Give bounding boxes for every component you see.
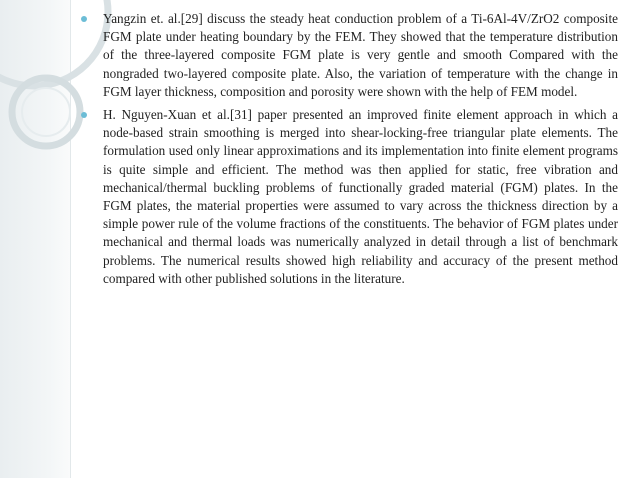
bullet-list bbox=[78, 10, 618, 293]
decorative-ring-inner bbox=[22, 88, 70, 136]
bullet-item bbox=[78, 106, 618, 288]
bullet-text: Yangzin et. al.[29] discuss the steady heat conduction problem of a Ti-6Al-4V/ZrO2 composite FGM plate under heating boundary by the FEM. They showed that the temperature distribution of the three-layered composite FGM plate is very gentle and smooth Compared with the nongraded two-layered composite plate. Also, the variation of temperature with the change in FGM layer thickness, composition and porosity were shown with the help of FEM model. bbox=[103, 11, 618, 99]
bullet-dot-icon bbox=[81, 16, 87, 22]
bullet-item bbox=[78, 10, 618, 101]
bullet-text: H. Nguyen-Xuan et al.[31] paper presented an improved finite element approach in which a node-based strain smoothing is merged into shear-locking-free triangular plate elements. The formulation used only linear approximations and its implementation into finite element programs is quite simple and efficient. The method was then applied for static, free vibration and mechanical/thermal buckling problems of functionally graded material (FGM) plates. In the FGM plates, the material properties were assumed to vary across the thickness direction by a simple power rule of the volume fractions of the constituents. The behavior of FGM plates under mechanical and thermal loads was numerically analyzed in detail through a list of benchmark problems. The numerical results showed high reliability and accuracy of the present method compared with other published solutions in the literature. bbox=[103, 107, 618, 286]
bullet-dot-icon bbox=[81, 112, 87, 118]
